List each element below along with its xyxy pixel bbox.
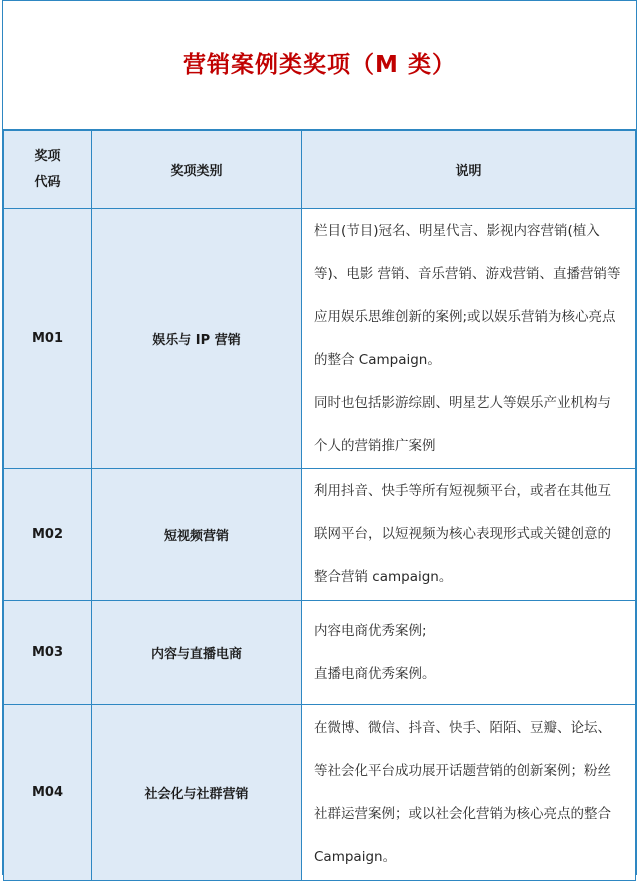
header-description: 说明	[302, 131, 636, 209]
awards-table	[3, 130, 636, 881]
description-line: 利用抖音、快手等所有短视频平台，或者在其他互	[314, 483, 611, 499]
description-line: 栏目(节目)冠名、明星代言、影视内容营销(植入	[314, 223, 600, 239]
description-line: 在微博、微信、抖音、快手、陌陌、豆瓣、论坛、	[314, 719, 611, 736]
award-code: M01	[4, 209, 92, 469]
table-row	[4, 209, 636, 469]
description-line: 个人的营销推广案例	[314, 438, 436, 454]
description-line: 联网平台，以短视频为核心表现形式或关键创意的	[314, 526, 611, 542]
award-category: 娱乐与 IP 营销	[92, 209, 302, 469]
table-row	[4, 601, 636, 705]
description-line: 内容电商优秀案例;	[314, 622, 427, 639]
description-line: 的整合 Campaign。	[314, 352, 441, 368]
description-line: 社群运营案例；或以社会化营销为核心亮点的整合	[314, 805, 611, 822]
table-row	[4, 469, 636, 601]
award-description	[302, 469, 636, 601]
description-line: 整合营销 campaign。	[314, 569, 453, 585]
award-description	[302, 705, 636, 881]
award-description	[302, 209, 636, 469]
description-line: 等社会化平台成功展开话题营销的创新案例；粉丝	[314, 762, 611, 779]
award-category: 社会化与社群营销	[92, 705, 302, 881]
description-line: Campaign。	[314, 848, 397, 865]
description-line: 应用娱乐思维创新的案例;或以娱乐营销为核心亮点	[314, 309, 616, 325]
header-code	[4, 131, 92, 209]
award-code: M03	[4, 601, 92, 705]
header-code-line1: 奖项	[34, 148, 61, 164]
award-code: M04	[4, 705, 92, 881]
awards-document	[2, 0, 637, 875]
description-line: 等)、电影 营销、音乐营销、游戏营销、直播营销等	[314, 266, 621, 282]
table-row	[4, 705, 636, 881]
description-line: 同时也包括影游综剧、明星艺人等娱乐产业机构与	[314, 395, 611, 411]
page-title: 营销案例类奖项（M 类）	[183, 51, 456, 78]
header-category: 奖项类别	[92, 131, 302, 209]
title-box	[3, 0, 636, 130]
header-code-line2: 代码	[34, 174, 61, 190]
award-description	[302, 601, 636, 705]
award-category: 短视频营销	[92, 469, 302, 601]
award-category: 内容与直播电商	[92, 601, 302, 705]
award-code: M02	[4, 469, 92, 601]
table-header-row	[4, 131, 636, 209]
description-line: 直播电商优秀案例。	[314, 665, 436, 682]
